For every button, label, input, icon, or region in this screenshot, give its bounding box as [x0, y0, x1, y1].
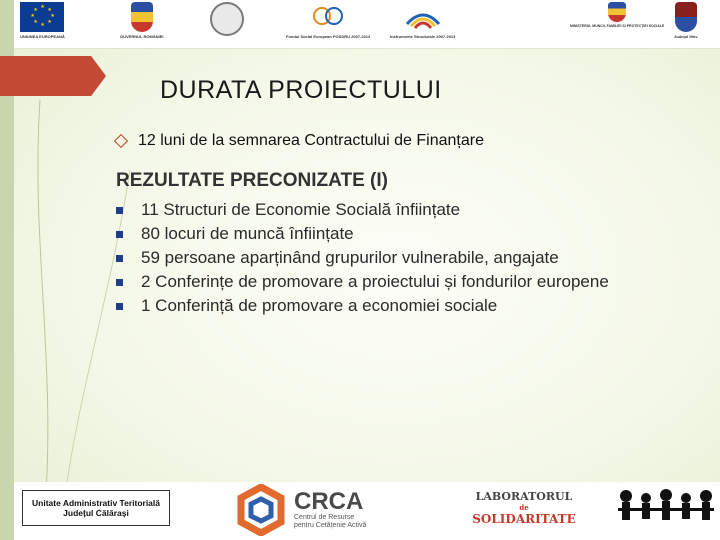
- square-bullet-icon: [116, 231, 123, 238]
- diamond-bullet-icon: [114, 134, 128, 148]
- coat-of-arms-icon: [131, 2, 153, 32]
- crca-name: CRCA: [294, 488, 364, 515]
- lab-line1: LABORATORUL: [475, 490, 573, 503]
- list-item: [116, 246, 648, 270]
- title-accent-tab: [0, 56, 106, 96]
- structural-instruments-caption: Instrumente Structurale 2007-2013: [390, 34, 456, 39]
- square-bullet-icon: [116, 255, 123, 262]
- result-text: 80 locuri de muncă înființate: [141, 224, 354, 243]
- square-bullet-icon: [116, 279, 123, 286]
- list-item: [116, 198, 648, 222]
- slide-title: DURATA PROIECTULUI: [160, 76, 442, 104]
- structural-instruments-icon: [403, 2, 443, 32]
- ministry-logo: [570, 2, 664, 28]
- result-text: 11 Structuri de Economie Socială înființate: [141, 200, 461, 219]
- crca-logo: [236, 484, 366, 536]
- uat-line1: Unitate Administrativ Teritorială: [32, 498, 160, 508]
- lab-line3: SOLIDARITATE: [472, 512, 576, 526]
- list-item: [116, 222, 648, 246]
- square-bullet-icon: [116, 207, 123, 214]
- crca-hexagon-icon: [236, 484, 286, 536]
- eu-caption: UNIUNEA EUROPEANĂ: [20, 34, 65, 39]
- judet-ilfov-logo: [674, 2, 698, 39]
- structural-instruments-logo: [390, 2, 455, 39]
- crca-sub1: Centrul de Resurse: [294, 514, 355, 521]
- laborator-solidaritate-logo: [464, 490, 584, 526]
- ministry-caption: MINISTERUL MUNCII, FAMILIEI ȘI PROTECȚIEI SOCIALE: [570, 24, 665, 28]
- fse-logo: [286, 2, 370, 39]
- government-logo: [120, 2, 163, 39]
- uat-calarasi-logo: [22, 490, 170, 526]
- judet-caption: Județul Ilfov: [674, 34, 698, 39]
- seal-logo: [210, 2, 244, 36]
- result-text: 2 Conferințe de promovare a proiectului și fondurilor europene: [141, 272, 609, 291]
- ministry-crest-icon: [608, 2, 626, 22]
- list-item: [116, 294, 648, 318]
- crca-sub2: pentru Cetățenie Activă: [294, 522, 367, 529]
- partner-logo-strip: [14, 482, 720, 540]
- duration-bullet: [112, 132, 484, 150]
- result-text: 59 persoane aparținând grupurilor vulnerabile, angajate: [141, 248, 559, 267]
- uat-line2: Județul Călărași: [63, 508, 129, 518]
- government-caption: GUVERNUL ROMÂNIEI: [120, 34, 164, 39]
- results-list: [108, 198, 648, 318]
- seal-icon: [210, 2, 244, 36]
- eu-logo: [20, 2, 65, 39]
- eu-flag-icon: ★ ★ ★ ★ ★ ★ ★ ★: [20, 2, 64, 32]
- fse-icon: [308, 2, 348, 32]
- result-text: 1 Conferință de promovare a economiei sociale: [141, 296, 498, 315]
- children-silhouettes-icon: [614, 486, 718, 536]
- list-item: [116, 270, 648, 294]
- duration-text: 12 luni de la semnarea Contractului de Finanțare: [138, 132, 484, 149]
- results-box: [108, 170, 648, 322]
- fse-caption: Fondul Social European POSDRU 2007-2013: [286, 34, 371, 39]
- results-heading: REZULTATE PRECONIZATE (I): [116, 170, 388, 191]
- judet-crest-icon: [675, 2, 697, 32]
- logo-strip: [14, 0, 720, 49]
- lab-line2: de: [519, 503, 529, 512]
- square-bullet-icon: [116, 303, 123, 310]
